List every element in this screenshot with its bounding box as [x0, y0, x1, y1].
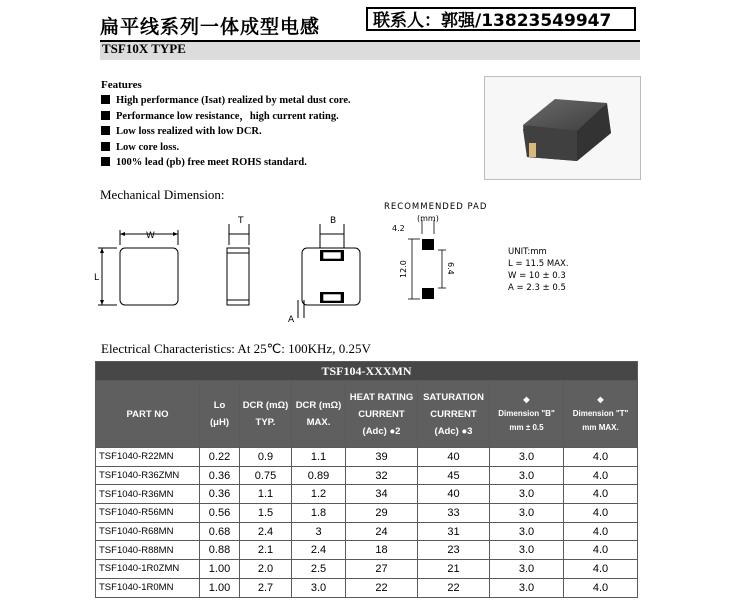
table-cell: 3.0	[490, 485, 564, 504]
col-dimension-t: ◆ Dimension "T" mm MAX.	[564, 381, 638, 448]
part-number-cell: TSF1040-R22MN	[96, 448, 200, 467]
table-cell: 18	[346, 541, 418, 560]
table-cell: 2.1	[240, 541, 292, 560]
spec-table	[95, 361, 638, 598]
table-cell: 4.0	[564, 522, 638, 541]
unit-line: W = 10 ± 0.3	[508, 271, 566, 281]
table-cell: 2.4	[292, 541, 346, 560]
table-cell: 3.0	[490, 578, 564, 597]
pad-dim-top: 4.2	[392, 224, 405, 233]
table-cell: 22	[346, 578, 418, 597]
table-cell: 4.0	[564, 541, 638, 560]
part-number-cell: TSF1040-R36MN	[96, 485, 200, 504]
part-number-cell: TSF1040-R36ZMN	[96, 466, 200, 485]
square-bullet-icon	[101, 157, 110, 166]
features-title: Features	[101, 79, 142, 91]
table-cell: 4.0	[564, 485, 638, 504]
part-number-cell: TSF1040-R68MN	[96, 522, 200, 541]
table-cell: 24	[346, 522, 418, 541]
table-cell: 1.8	[292, 504, 346, 523]
pad-unit: (mm)	[417, 214, 439, 223]
square-bullet-icon	[101, 111, 110, 120]
table-cell: 0.75	[240, 466, 292, 485]
side-view-outline	[227, 248, 249, 305]
feature-item: Performance low resistance，high current rating.	[101, 109, 351, 125]
table-cell: 2.4	[240, 522, 292, 541]
feature-item: Low core loss.	[101, 140, 351, 156]
col-dcr-typ: DCR (mΩ) TYP.	[240, 381, 292, 448]
table-row	[96, 466, 638, 485]
feature-item: 100% lead (pb) free meet ROHS standard.	[101, 155, 351, 171]
table-cell: 1.1	[292, 448, 346, 467]
table-cell: 0.56	[200, 504, 240, 523]
table-cell: 40	[418, 448, 490, 467]
unit-line: UNIT:mm	[508, 247, 547, 257]
table-cell: 0.22	[200, 448, 240, 467]
table-cell: 4.0	[564, 448, 638, 467]
electrical-title: Electrical Characteristics: At 25℃: 100KHz, 0.25V	[101, 341, 371, 356]
table-cell: 1.1	[240, 485, 292, 504]
pad-top	[422, 239, 434, 250]
table-cell: 3.0	[490, 560, 564, 579]
product-photo	[484, 76, 641, 180]
pad-dim-right: 6.4	[446, 262, 455, 275]
table-cell: 27	[346, 560, 418, 579]
table-cell: 33	[418, 504, 490, 523]
pad-bottom	[422, 288, 434, 299]
a-label: A	[288, 315, 295, 325]
table-cell: 3.0	[490, 504, 564, 523]
recommended-pad-title: RECOMMENDED PAD	[384, 202, 488, 212]
table-cell: 0.89	[292, 466, 346, 485]
table-cell: 32	[346, 466, 418, 485]
col-saturation: SATURATION CURRENT (Adc) ●3	[418, 381, 490, 448]
table-cell: 4.0	[564, 578, 638, 597]
table-row	[96, 578, 638, 597]
table-cell: 29	[346, 504, 418, 523]
inductor-image	[485, 77, 640, 179]
table-cell: 39	[346, 448, 418, 467]
table-cell: 0.68	[200, 522, 240, 541]
part-number-cell: TSF1040-1R0ZMN	[96, 560, 200, 579]
table-banner: TSF104-XXXMN	[96, 362, 638, 381]
t-label: T	[238, 216, 244, 226]
square-bullet-icon	[101, 142, 110, 151]
l-label: L	[94, 273, 100, 283]
table-cell: 45	[418, 466, 490, 485]
unit-box	[508, 246, 569, 294]
b-label: B	[330, 216, 337, 226]
table-cell: 3.0	[490, 448, 564, 467]
part-number-cell: TSF1040-1R0MN	[96, 578, 200, 597]
pad-dim-left: 12.0	[399, 260, 408, 278]
type-label: TSF10X TYPE	[102, 41, 186, 56]
table-cell: 2.0	[240, 560, 292, 579]
table-row	[96, 485, 638, 504]
part-number-cell: TSF1040-R56MN	[96, 504, 200, 523]
table-cell: 4.0	[564, 560, 638, 579]
table-cell: 0.9	[240, 448, 292, 467]
table-row	[96, 541, 638, 560]
table-cell: 0.88	[200, 541, 240, 560]
diamond-icon: ◆	[597, 395, 604, 404]
table-cell: 3.0	[292, 578, 346, 597]
table-cell: 1.00	[200, 578, 240, 597]
table-cell: 40	[418, 485, 490, 504]
table-cell: 34	[346, 485, 418, 504]
square-bullet-icon	[101, 95, 110, 104]
table-cell: 23	[418, 541, 490, 560]
table-cell: 1.00	[200, 560, 240, 579]
part-number-cell: TSF1040-R88MN	[96, 541, 200, 560]
table-cell: 31	[418, 522, 490, 541]
table-cell: 2.5	[292, 560, 346, 579]
table-cell: 3.0	[490, 466, 564, 485]
top-view-outline	[120, 248, 178, 305]
diamond-icon: ◆	[523, 395, 530, 404]
mechanical-drawing	[90, 210, 380, 325]
table-cell: 3	[292, 522, 346, 541]
table-row	[96, 504, 638, 523]
table-row	[96, 522, 638, 541]
col-dcr-max: DCR (mΩ) MAX.	[292, 381, 346, 448]
page-title-cn: 扁平线系列一体成型电感	[100, 16, 321, 38]
table-cell: 0.36	[200, 466, 240, 485]
table-cell: 4.0	[564, 466, 638, 485]
table-cell: 3.0	[490, 522, 564, 541]
w-label: W	[146, 231, 155, 241]
contact-box: 联系人：郭强/13823549947	[366, 7, 636, 31]
features-list	[101, 93, 351, 171]
table-row	[96, 560, 638, 579]
table-cell: 2.7	[240, 578, 292, 597]
table-cell: 22	[418, 578, 490, 597]
table-cell: 1.5	[240, 504, 292, 523]
feature-item: High performance (Isat) realized by metal dust core.	[101, 93, 351, 109]
unit-line: L = 11.5 MAX.	[508, 259, 569, 269]
unit-line: A = 2.3 ± 0.5	[508, 283, 566, 293]
col-heat-rating: HEAT RATING CURRENT (Adc) ●2	[346, 381, 418, 448]
table-cell: 1.2	[292, 485, 346, 504]
table-row	[96, 448, 638, 467]
table-cell: 3.0	[490, 541, 564, 560]
square-bullet-icon	[101, 126, 110, 135]
mechanical-title: Mechanical Dimension:	[100, 187, 225, 202]
col-part-no: PART NO	[96, 381, 200, 448]
table-cell: 21	[418, 560, 490, 579]
table-cell: 4.0	[564, 504, 638, 523]
col-lo: Lo (μH)	[200, 381, 240, 448]
col-dimension-b: ◆ Dimension "B" mm ± 0.5	[490, 381, 564, 448]
table-cell: 0.36	[200, 485, 240, 504]
feature-item: Low loss realized with low DCR.	[101, 124, 351, 140]
recommended-pad-drawing	[384, 212, 484, 312]
